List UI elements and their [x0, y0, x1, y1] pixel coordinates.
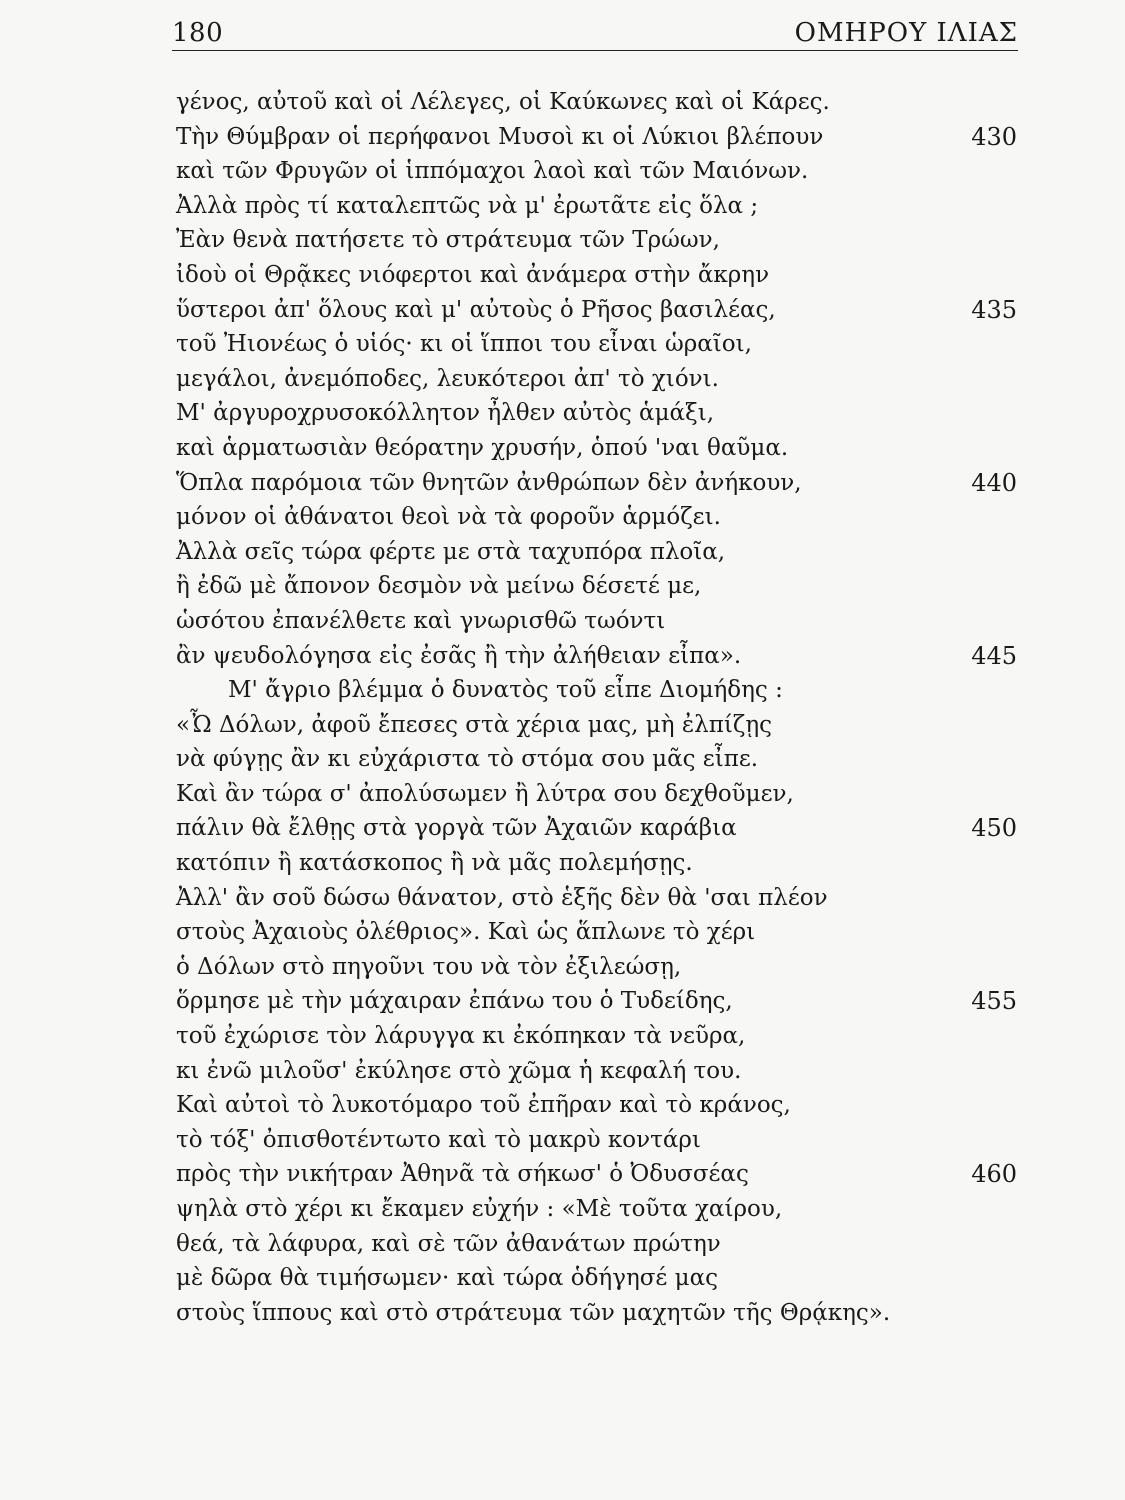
verse-line: [176, 258, 1021, 293]
verse-text: κι ἐνῶ μιλοῦσ' ἐκύλησε στὸ χῶμα ἡ κεφαλή του.: [176, 1057, 742, 1084]
verse-line: [176, 915, 1021, 950]
verse-line: [176, 1019, 1021, 1054]
verse-line: [176, 639, 1021, 674]
verse-line: [176, 742, 1021, 777]
verse-text: γένος, αὐτοῦ καὶ οἱ Λέλεγες, οἱ Καύκωνες καὶ οἱ Κάρες.: [176, 89, 830, 115]
verse-text: κατόπιν ἢ κατάσκοπος ἢ νὰ μᾶς πολεμήσῃς.: [176, 850, 693, 877]
verse-number: 430: [971, 122, 1017, 151]
verse-text: ὁ Δόλων στὸ πηγοῦνι του νὰ τὸν ἐξιλεώσῃ,: [176, 953, 682, 980]
verse-text: Ἀλλ' ἂν σοῦ δώσω θάνατον, στὸ ἑξῆς δὲν θὰ 'σαι πλέον: [176, 884, 828, 911]
verse-line: [176, 881, 1021, 916]
verse-line: [176, 327, 1021, 362]
verse-text: Ὅπλα παρόμοια τῶν θνητῶν ἀνθρώπων δὲν ἀνήκουν,: [176, 469, 802, 496]
verse-number: 450: [971, 814, 1017, 843]
verse-text: καὶ ἁρματωσιὰν θεόρατην χρυσήν, ὁπού 'ναι θαῦμα.: [176, 434, 789, 461]
verse-number: 455: [971, 987, 1017, 1016]
verse-number: 460: [971, 1160, 1017, 1189]
verse-line: [176, 154, 1021, 189]
verse-text: Καὶ ἂν τώρα σ' ἀπολύσωμεν ἢ λύτρα σου δεχθοῦμεν,: [176, 780, 794, 807]
verse-text: τὸ τόξ' ὀπισθοτέντωτο καὶ τὸ μακρὺ κοντάρι: [176, 1126, 701, 1153]
verse-line: [176, 500, 1021, 535]
verse-text: Μ' ἀργυροχρυσοκόλλητον ἦλθεν αὐτὸς ἁμάξι,: [176, 400, 715, 427]
verse-text: θεά, τὰ λάφυρα, καὶ σὲ τῶν ἀθανάτων πρώτην: [176, 1230, 721, 1257]
verse-line: [176, 1123, 1021, 1158]
verse-line: [176, 120, 1021, 155]
verse-text: ἢ ἐδῶ μὲ ἄπονον δεσμὸν νὰ μείνω δέσετέ με,: [176, 573, 702, 600]
verse-text: ἰδοὺ οἱ Θρᾷκες νιόφερτοι καὶ ἀνάμερα στὴν ἄκρην: [176, 261, 770, 288]
verse-line: [176, 1261, 1021, 1296]
verse-text: τοῦ Ἠιονέως ὁ υἱός· κι οἱ ἵπποι του εἶναι ὡραῖοι,: [176, 331, 752, 358]
verse-line: [176, 1296, 1021, 1331]
header-rule: [172, 50, 1018, 51]
verse-line: [176, 950, 1021, 985]
verse-text: Μ' ἄγριο βλέμμα ὁ δυνατὸς τοῦ εἶπε Διομήδης :: [228, 677, 783, 704]
verse-line: [176, 396, 1021, 431]
verse-text: τοῦ ἐχώρισε τὸν λάρυγγα κι ἐκόπηκαν τὰ νεῦρα,: [176, 1023, 746, 1050]
verse-text: νὰ φύγῃς ἂν κι εὐχάριστα τὸ στόμα σου μᾶς εἶπε.: [176, 746, 759, 773]
verse-text: ὡσότου ἐπανέλθετε καὶ γνωρισθῶ τωόντι: [176, 607, 666, 634]
verse-line: [176, 673, 1021, 708]
verse-text: Ἀλλὰ πρὸς τί καταλεπτῶς νὰ μ' ἐρωτᾶτε εἰς ὅλα ;: [176, 192, 759, 219]
verse-text: στοὺς Ἀχαιοὺς ὀλέθριος». Καὶ ὡς ἅπλωνε τὸ χέρι: [176, 919, 756, 946]
verse-line: [176, 189, 1021, 224]
verse-text: ἂν ψευδολόγησα εἰς ἐσᾶς ἢ τὴν ἀλήθειαν εἶπα».: [176, 642, 742, 669]
verse-line: [176, 777, 1021, 812]
verse-text: μόνον οἱ ἀθάνατοι θεοὶ νὰ τὰ φοροῦν ἁρμόζει.: [176, 504, 721, 531]
verse-text: Ἐὰν θενὰ πατήσετε τὸ στράτευμα τῶν Τρώων,: [176, 227, 720, 254]
verse-number: 440: [971, 468, 1017, 497]
verse-number: 445: [971, 641, 1017, 670]
page-number: 180: [172, 18, 224, 48]
verse-line: [176, 1192, 1021, 1227]
verse-line: [176, 1088, 1021, 1123]
verse-text: «Ὦ Δόλων, ἀφοῦ ἔπεσες στὰ χέρια μας, μὴ ἐλπίζῃς: [176, 711, 773, 738]
verse-line: [176, 1227, 1021, 1262]
running-title: ΟΜΗΡΟΥ ΙΛΙΑΣ: [794, 18, 1018, 48]
verse-line: [176, 569, 1021, 604]
verse-text: ὕστεροι ἀπ' ὅλους καὶ μ' αὐτοὺς ὁ Ρῆσος βασιλέας,: [176, 296, 776, 323]
verse-line: [176, 984, 1021, 1019]
verse-line: [176, 466, 1021, 501]
verse-text: πάλιν θὰ ἔλθῃς στὰ γοργὰ τῶν Ἀχαιῶν καράβια: [176, 815, 737, 842]
verse-text: Καὶ αὐτοὶ τὸ λυκοτόμαρο τοῦ ἐπῆραν καὶ τὸ κράνος,: [176, 1092, 791, 1119]
verse-line: [176, 811, 1021, 846]
page-header: [172, 14, 1018, 54]
verse-line: [176, 604, 1021, 639]
verse-text: Ἀλλὰ σεῖς τώρα φέρτε με στὰ ταχυπόρα πλοῖα,: [176, 538, 726, 565]
verse-text: ὅρμησε μὲ τὴν μάχαιραν ἐπάνω του ὁ Τυδείδης,: [176, 988, 733, 1015]
verse-text: πρὸς τὴν νικήτραν Ἀθηνᾶ τὰ σήκωσ' ὁ Ὀδυσσέας: [176, 1161, 749, 1188]
verse-line: [176, 846, 1021, 881]
verse-line: [176, 293, 1021, 328]
poem-text: [176, 85, 1021, 1330]
verse-text: Τὴν Θύμβραν οἱ περήφανοι Μυσοὶ κι οἱ Λύκιοι βλέπουν: [176, 123, 824, 150]
verse-line: [176, 535, 1021, 570]
verse-number: 435: [971, 295, 1017, 324]
verse-line: [176, 85, 1021, 120]
verse-text: ψηλὰ στὸ χέρι κι ἔκαμεν εὐχήν : «Μὲ τοῦτα χαίρου,: [176, 1196, 783, 1222]
verse-text: μὲ δῶρα θὰ τιμήσωμεν· καὶ τώρα ὁδήγησέ μας: [176, 1265, 719, 1292]
verse-text: στοὺς ἵππους καὶ στὸ στράτευμα τῶν μαχητῶν τῆς Θρᾴκης».: [176, 1299, 891, 1326]
verse-line: [176, 1157, 1021, 1192]
verse-text: καὶ τῶν Φρυγῶν οἱ ἱππόμαχοι λαοὶ καὶ τῶν Μαιόνων.: [176, 158, 809, 185]
verse-line: [176, 362, 1021, 397]
verse-line: [176, 708, 1021, 743]
verse-text: μεγάλοι, ἀνεμόποδες, λευκότεροι ἀπ' τὸ χιόνι.: [176, 365, 719, 392]
verse-line: [176, 223, 1021, 258]
verse-line: [176, 431, 1021, 466]
verse-line: [176, 1054, 1021, 1089]
